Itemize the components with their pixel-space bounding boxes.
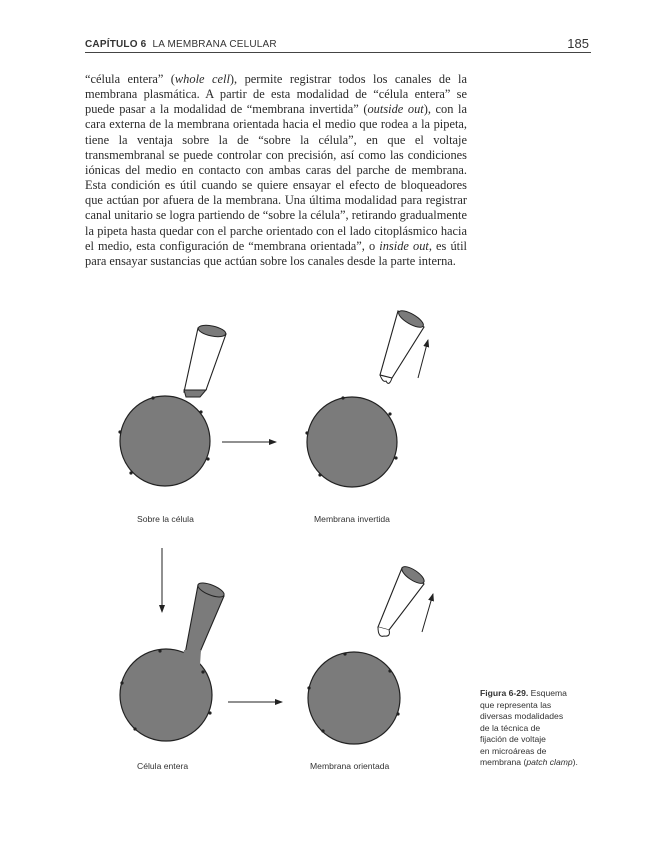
channel-dot (118, 430, 121, 433)
text-segment: ), con la cara externa de la membrana orientada hacia el medio que rodea a la pipeta, tiene la ventaja sobre la de “sobre la célula”, en que el voltaje transmembranal se puede controlar con precisión, así como las condiciones iónicas del medio en contacto con ambas caras del parche de membrana. Esta condición es útil cuando se quiere ensayar el efecto de bloqueadores que actúan por afuera de la membrana. Una última modalidad para registrar canal unitario se logra partiendo de “sobre la célula”, retirando gradualmente la pipeta hasta quedar con el parche orientado con el lado citoplásmico hacia el medio, esta configuración de “membrana orientada”, o (85, 102, 467, 253)
channel-dot (394, 456, 397, 459)
panel-cell-attached (118, 323, 226, 486)
caption-italic: patch clamp (526, 757, 573, 767)
figure-caption (480, 688, 600, 769)
channel-dot (318, 473, 321, 476)
panel-whole-cell (120, 580, 226, 741)
channel-dot (201, 670, 204, 673)
text-segment-italic: inside out (379, 238, 429, 253)
channel-dot (151, 396, 154, 399)
panel-inside-out (307, 564, 433, 744)
text-segment: , es útil para ensayar sustancias que actúan sobre los canales desde la parte interna. (85, 238, 467, 268)
label-inside-out: Membrana orientada (310, 761, 390, 771)
channel-dot (321, 729, 324, 732)
text-segment: ), permite registrar todos los canales de la membrana plasmática. A partir de esta modalidad de “célula entera” se puede pasar a la modalidad de “membrana invertida” ( (85, 72, 467, 117)
page-number: 185 (567, 36, 589, 51)
channel-dot (208, 711, 211, 714)
text-segment: “célula entera” ( (85, 72, 175, 86)
channel-dot (341, 396, 344, 399)
caption-line: Figura 6-29. Esquema (480, 688, 567, 698)
caption-line: que representa las (480, 699, 552, 710)
chapter-number: CAPÍTULO 6 (85, 39, 147, 50)
caption-line: fijación de voltaje (480, 734, 546, 744)
caption-line: en microáreas de (480, 745, 547, 756)
caption-line: diversas modalidades (480, 711, 564, 721)
channel-dot (206, 457, 209, 460)
figure-number: Figura 6-29. (480, 688, 529, 698)
channel-dot (199, 410, 202, 413)
pipette-neck (182, 650, 201, 665)
chapter-title: LA MEMBRANA CELULAR (152, 39, 277, 50)
channel-dot (343, 652, 346, 655)
channel-dot (388, 669, 391, 672)
arrow-withdraw (422, 594, 433, 632)
text-segment-italic: outside out (367, 102, 424, 117)
channel-dot (129, 471, 132, 474)
channel-dot (388, 412, 391, 415)
pipette (184, 328, 226, 392)
channel-dot (133, 727, 136, 730)
channel-dot (307, 686, 310, 689)
pipette-seal (184, 390, 206, 397)
channel-dot (158, 649, 161, 652)
text-segment-italic: whole cell (174, 72, 230, 86)
channel-dot (120, 681, 123, 684)
panel-outside-out (305, 308, 428, 487)
channel-dot (305, 431, 308, 434)
arrow-withdraw (418, 340, 428, 378)
cell-body (120, 396, 210, 486)
caption-line: membrana (patch clamp). (480, 757, 578, 767)
channel-dot (396, 712, 399, 715)
label-outside-out: Membrana invertida (314, 514, 390, 524)
label-whole-cell: Célula entera (137, 761, 189, 771)
label-cell-attached: Sobre la célula (137, 514, 194, 524)
caption-line: de la técnica de (480, 722, 541, 733)
